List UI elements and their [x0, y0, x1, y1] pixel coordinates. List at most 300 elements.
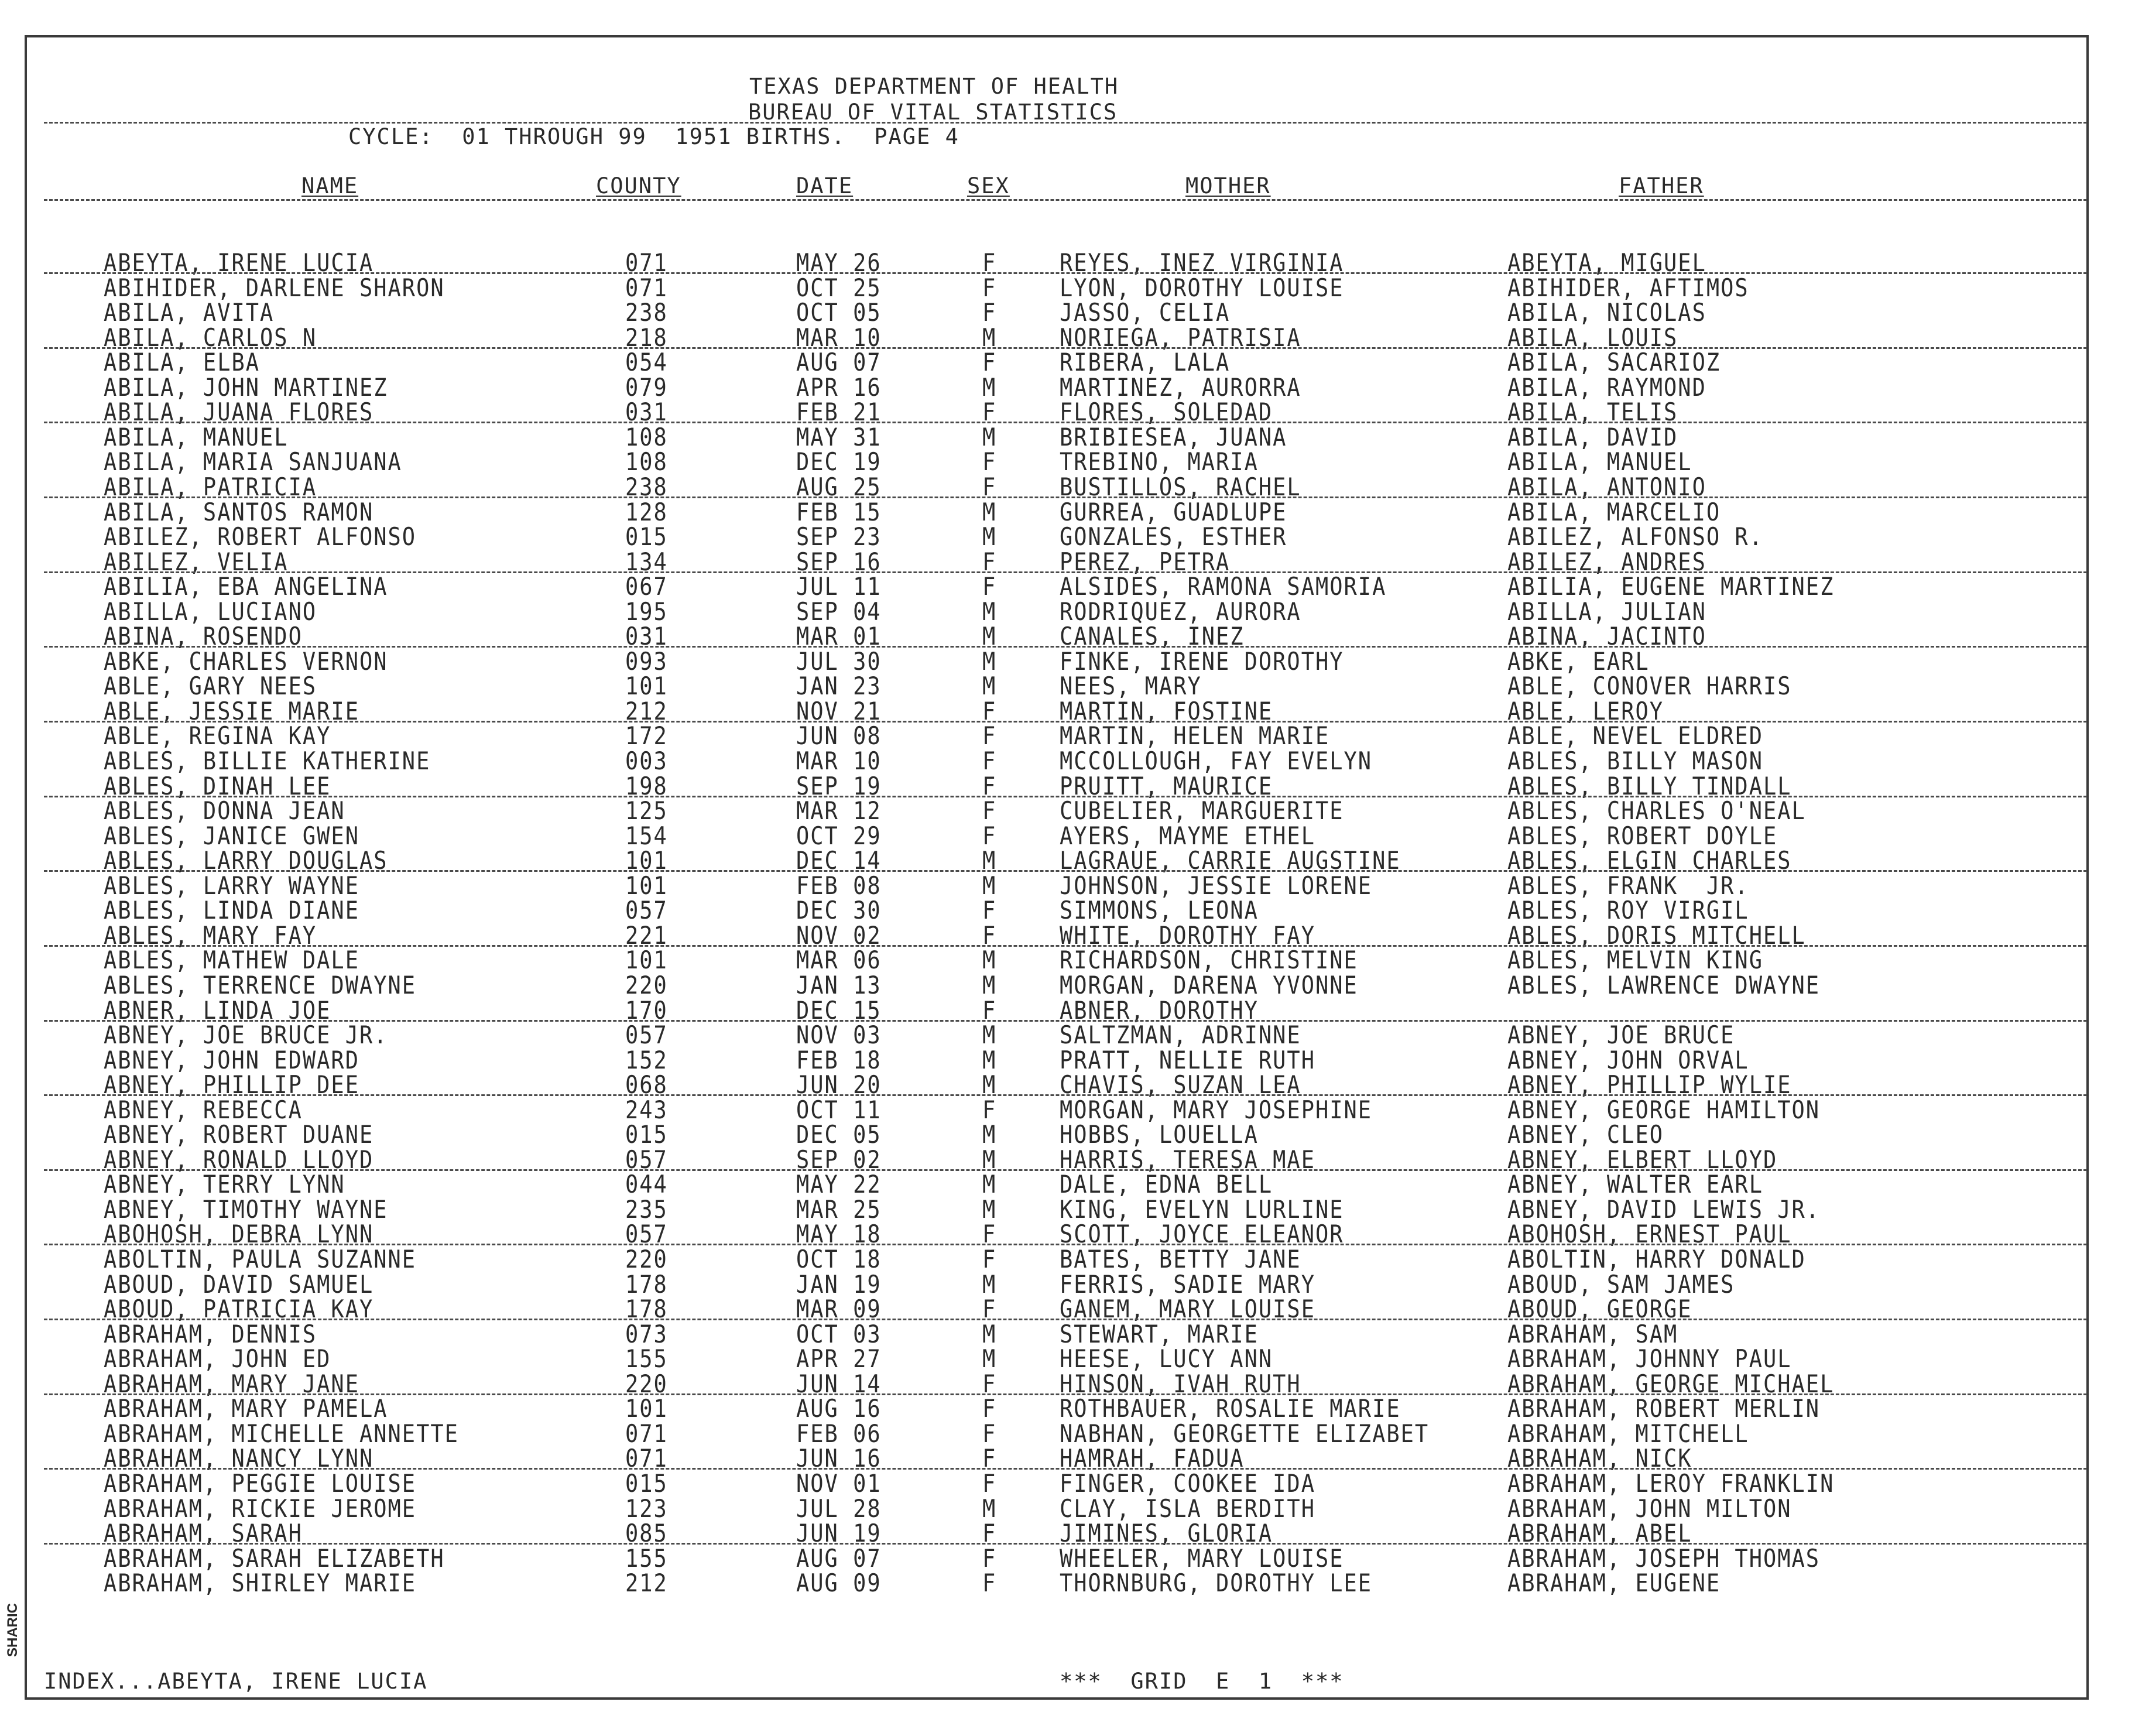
cell-date: SEP 16: [796, 547, 882, 576]
cell-mother: LAGRAUE, CARRIE AUGSTINE: [1060, 846, 1401, 875]
cell-father: ABLES, DORIS MITCHELL: [1507, 921, 1806, 950]
cell-mother: NABHAN, GEORGETTE ELIZABET: [1060, 1419, 1430, 1448]
cell-name: ABNEY, JOE BRUCE JR.: [104, 1021, 388, 1049]
cell-sex: F: [982, 747, 997, 775]
cell-sex: F: [982, 1295, 997, 1324]
cell-mother: NEES, MARY: [1060, 672, 1202, 701]
cell-date: JUN 14: [796, 1369, 882, 1398]
cell-date: MAR 25: [796, 1195, 882, 1224]
cell-name: ABILA, SANTOS RAMON: [104, 498, 374, 526]
cell-father: ABKE, EARL: [1507, 647, 1650, 676]
cell-father: ABILA, SACARIOZ: [1507, 348, 1721, 377]
cell-name: ABRAHAM, SARAH: [104, 1519, 303, 1547]
cell-county: 155: [625, 1344, 668, 1374]
cell-mother: GANEM, MARY LOUISE: [1060, 1295, 1315, 1324]
cell-name: ABILA, ELBA: [104, 348, 261, 377]
cell-county: 212: [625, 697, 668, 725]
cell-date: MAR 10: [796, 323, 882, 352]
cell-mother: SALTZMAN, ADRINNE: [1060, 1021, 1301, 1049]
cell-sex: M: [982, 846, 997, 875]
cell-county: 178: [625, 1295, 668, 1324]
cell-mother: FINGER, COOKEE IDA: [1060, 1469, 1315, 1498]
cell-date: DEC 14: [796, 846, 882, 875]
cell-father: ABILA, RAYMOND: [1507, 373, 1706, 402]
cell-date: JUL 11: [796, 572, 882, 601]
cell-sex: F: [982, 248, 997, 277]
cell-county: 220: [625, 971, 668, 999]
cell-name: ABNEY, RONALD LLOYD: [104, 1145, 374, 1174]
cell-name: ABILA, AVITA: [104, 298, 275, 327]
cell-sex: M: [982, 1145, 997, 1174]
cell-father: ABNEY, ELBERT LLOYD: [1507, 1145, 1778, 1174]
cell-father: ABILA, LOUIS: [1507, 323, 1678, 352]
cell-date: FEB 21: [796, 398, 882, 427]
cell-sex: M: [982, 373, 997, 402]
cell-county: 071: [625, 248, 668, 277]
cell-date: JAN 23: [796, 672, 882, 701]
column-header-sex: SEX: [967, 173, 1010, 198]
cell-father: ABILA, DAVID: [1507, 423, 1678, 451]
cell-sex: F: [982, 1569, 997, 1598]
cell-father: ABILA, TELIS: [1507, 398, 1678, 427]
cell-mother: RODRIQUEZ, AURORA: [1060, 597, 1301, 626]
cell-mother: CLAY, ISLA BERDITH: [1060, 1494, 1315, 1523]
cell-name: ABLE, JESSIE MARIE: [104, 697, 359, 725]
cell-date: OCT 29: [796, 821, 882, 850]
cell-name: ABOHOSH, DEBRA LYNN: [104, 1220, 374, 1249]
cell-name: ABNEY, PHILLIP DEE: [104, 1070, 359, 1100]
cell-county: 238: [625, 472, 668, 501]
cell-sex: F: [982, 298, 997, 327]
cell-sex: M: [982, 672, 997, 701]
cell-father: ABLES, ROY VIRGIL: [1507, 896, 1749, 925]
cell-mother: MORGAN, DARENA YVONNE: [1060, 971, 1358, 999]
report-title: TEXAS DEPARTMENT OF HEALTH: [749, 74, 1119, 99]
cell-name: ABILA, JUANA FLORES: [104, 398, 374, 427]
cell-county: 101: [625, 1395, 668, 1423]
cell-sex: M: [982, 522, 997, 551]
cell-date: DEC 15: [796, 996, 882, 1025]
cell-sex: F: [982, 772, 997, 800]
cell-county: 218: [625, 323, 668, 352]
cell-sex: M: [982, 1494, 997, 1523]
cell-mother: SCOTT, JOYCE ELEANOR: [1060, 1220, 1344, 1249]
cell-date: JUN 08: [796, 722, 882, 751]
cell-county: 212: [625, 1569, 668, 1598]
cell-county: 101: [625, 946, 668, 975]
cell-county: 243: [625, 1095, 668, 1124]
cell-mother: PRUITT, MAURICE: [1060, 772, 1273, 800]
cell-name: ABOLTIN, PAULA SUZANNE: [104, 1245, 417, 1273]
cell-father: ABEYTA, MIGUEL: [1507, 248, 1706, 277]
cell-father: ABLES, LAWRENCE DWAYNE: [1507, 971, 1821, 999]
cell-father: ABILA, NICOLAS: [1507, 298, 1706, 327]
cell-name: ABLES, LINDA DIANE: [104, 896, 359, 925]
cell-name: ABILA, MARIA SANJUANA: [104, 448, 402, 477]
cell-date: NOV 03: [796, 1021, 882, 1049]
cell-county: 031: [625, 622, 668, 651]
cell-county: 015: [625, 522, 668, 551]
cell-sex: M: [982, 1270, 997, 1299]
cell-father: ABILEZ, ALFONSO R.: [1507, 522, 1763, 551]
cell-mother: HAMRAH, FADUA: [1060, 1444, 1245, 1473]
cell-mother: DALE, EDNA BELL: [1060, 1170, 1273, 1199]
cell-father: ABRAHAM, SAM: [1507, 1320, 1678, 1348]
cell-date: DEC 30: [796, 896, 882, 925]
cell-father: ABLES, MELVIN KING: [1507, 946, 1763, 975]
column-header-name: NAME: [301, 173, 359, 198]
cell-father: ABRAHAM, GEORGE MICHAEL: [1507, 1369, 1835, 1398]
cell-mother: GONZALES, ESTHER: [1060, 522, 1287, 551]
cell-county: 128: [625, 498, 668, 526]
cell-name: ABILA, PATRICIA: [104, 472, 317, 501]
cell-mother: FINKE, IRENE DOROTHY: [1060, 647, 1344, 676]
cell-county: 101: [625, 672, 668, 701]
cell-mother: MARTIN, HELEN MARIE: [1060, 722, 1330, 751]
cell-county: 220: [625, 1369, 668, 1398]
cell-sex: F: [982, 448, 997, 477]
cell-date: APR 16: [796, 373, 882, 402]
cell-name: ABILEZ, VELIA: [104, 547, 289, 576]
cell-date: OCT 25: [796, 273, 882, 302]
cell-name: ABNEY, JOHN EDWARD: [104, 1046, 359, 1074]
cell-sex: F: [982, 1220, 997, 1249]
cell-county: 085: [625, 1519, 668, 1547]
cell-mother: HARRIS, TERESA MAE: [1060, 1145, 1315, 1174]
cell-name: ABOUD, PATRICIA KAY: [104, 1295, 374, 1324]
cell-father: ABILA, ANTONIO: [1507, 472, 1706, 501]
cell-county: 134: [625, 547, 668, 576]
cell-mother: MORGAN, MARY JOSEPHINE: [1060, 1095, 1373, 1124]
cell-county: 031: [625, 398, 668, 427]
cell-county: 178: [625, 1270, 668, 1299]
cell-name: ABIHIDER, DARLENE SHARON: [104, 273, 445, 302]
cell-sex: M: [982, 323, 997, 352]
cell-date: SEP 04: [796, 597, 882, 626]
cell-father: ABINA, JACINTO: [1507, 622, 1706, 651]
cell-sex: M: [982, 1195, 997, 1224]
cell-date: OCT 05: [796, 298, 882, 327]
cell-sex: F: [982, 821, 997, 850]
cell-mother: THORNBURG, DOROTHY LEE: [1060, 1569, 1373, 1598]
cell-father: ABRAHAM, JOSEPH THOMAS: [1507, 1544, 1821, 1573]
cell-date: JUN 16: [796, 1444, 882, 1473]
cell-father: ABILLA, JULIAN: [1507, 597, 1706, 626]
cell-father: ABRAHAM, EUGENE: [1507, 1569, 1721, 1598]
cell-father: ABLE, LEROY: [1507, 697, 1664, 725]
cell-mother: REYES, INEZ VIRGINIA: [1060, 248, 1344, 277]
column-header-father: FATHER: [1619, 173, 1704, 198]
cell-father: ABNEY, JOE BRUCE: [1507, 1021, 1735, 1049]
cell-father: ABLES, ROBERT DOYLE: [1507, 821, 1778, 850]
cell-name: ABILIA, EBA ANGELINA: [104, 572, 388, 601]
cell-date: AUG 07: [796, 1544, 882, 1573]
cell-county: 101: [625, 871, 668, 900]
cell-sex: M: [982, 871, 997, 900]
cell-mother: CUBELIER, MARGUERITE: [1060, 796, 1344, 826]
cell-sex: M: [982, 946, 997, 975]
cell-mother: AYERS, MAYME ETHEL: [1060, 821, 1315, 850]
cell-county: 057: [625, 1145, 668, 1174]
cell-sex: F: [982, 1245, 997, 1273]
cell-father: ABLES, BILLY MASON: [1507, 747, 1763, 775]
cell-name: ABLES, DONNA JEAN: [104, 796, 345, 826]
cell-county: 235: [625, 1195, 668, 1224]
cell-mother: HINSON, IVAH RUTH: [1060, 1369, 1301, 1398]
cell-name: ABLES, BILLIE KATHERINE: [104, 747, 431, 775]
cell-father: ABRAHAM, ROBERT MERLIN: [1507, 1395, 1821, 1423]
column-header-county: COUNTY: [596, 173, 681, 198]
cell-county: 198: [625, 772, 668, 800]
cell-name: ABLES, TERRENCE DWAYNE: [104, 971, 417, 999]
cell-county: 154: [625, 821, 668, 850]
cell-father: ABOUD, SAM JAMES: [1507, 1270, 1735, 1299]
cell-date: MAY 18: [796, 1220, 882, 1249]
cell-father: ABRAHAM, LEROY FRANKLIN: [1507, 1469, 1835, 1498]
cell-mother: JOHNSON, JESSIE LORENE: [1060, 871, 1373, 900]
cell-county: 003: [625, 747, 668, 775]
cell-sex: F: [982, 572, 997, 601]
cell-sex: M: [982, 1121, 997, 1149]
cell-mother: SIMMONS, LEONA: [1060, 896, 1259, 925]
cell-father: ABILA, MARCELIO: [1507, 498, 1721, 526]
cell-sex: F: [982, 1369, 997, 1398]
cell-name: ABOUD, DAVID SAMUEL: [104, 1270, 374, 1299]
cell-sex: M: [982, 1070, 997, 1100]
cell-date: JUN 20: [796, 1070, 882, 1100]
cell-sex: M: [982, 1021, 997, 1049]
index-label: INDEX...ABEYTA, IRENE LUCIA: [44, 1669, 428, 1694]
cell-name: ABLES, LARRY DOUGLAS: [104, 846, 388, 875]
report-subtitle: BUREAU OF VITAL STATISTICS: [748, 100, 1118, 125]
cell-sex: M: [982, 971, 997, 999]
cell-date: MAY 31: [796, 423, 882, 451]
cell-date: MAR 12: [796, 796, 882, 826]
cell-name: ABRAHAM, PEGGIE LOUISE: [104, 1469, 417, 1498]
cell-father: ABILA, MANUEL: [1507, 448, 1692, 477]
cell-date: FEB 15: [796, 498, 882, 526]
cell-name: ABNEY, TERRY LYNN: [104, 1170, 345, 1199]
cell-mother: FERRIS, SADIE MARY: [1060, 1270, 1315, 1299]
cell-date: JUN 19: [796, 1519, 882, 1547]
cell-sex: F: [982, 896, 997, 925]
cell-sex: F: [982, 996, 997, 1025]
cell-mother: CHAVIS, SUZAN LEA: [1060, 1070, 1301, 1100]
cell-date: MAY 26: [796, 248, 882, 277]
cell-name: ABILA, JOHN MARTINEZ: [104, 373, 388, 402]
cell-name: ABNEY, TIMOTHY WAYNE: [104, 1195, 388, 1224]
cell-father: ABRAHAM, NICK: [1507, 1444, 1692, 1473]
cell-sex: M: [982, 647, 997, 676]
cell-county: 152: [625, 1046, 668, 1074]
cell-county: 125: [625, 796, 668, 826]
cell-father: ABILEZ, ANDRES: [1507, 547, 1706, 576]
cell-county: 220: [625, 1245, 668, 1273]
cell-county: 057: [625, 896, 668, 925]
cell-date: OCT 11: [796, 1095, 882, 1124]
cell-date: DEC 05: [796, 1121, 882, 1149]
cell-name: ABLES, MATHEW DALE: [104, 946, 359, 975]
cycle-line: CYCLE: 01 THROUGH 99 1951 BIRTHS. PAGE 4: [348, 124, 959, 149]
cell-mother: KING, EVELYN LURLINE: [1060, 1195, 1344, 1224]
cell-county: 015: [625, 1121, 668, 1149]
cell-name: ABLE, REGINA KAY: [104, 722, 331, 751]
cell-sex: F: [982, 398, 997, 427]
cell-county: 221: [625, 921, 668, 950]
cell-county: 067: [625, 572, 668, 601]
cell-county: 068: [625, 1070, 668, 1100]
cell-name: ABRAHAM, MARY PAMELA: [104, 1395, 388, 1423]
cell-mother: PRATT, NELLIE RUTH: [1060, 1046, 1315, 1074]
cell-date: SEP 19: [796, 772, 882, 800]
cell-date: APR 27: [796, 1344, 882, 1374]
cell-sex: F: [982, 722, 997, 751]
cell-sex: F: [982, 1444, 997, 1473]
cell-father: ABNEY, CLEO: [1507, 1121, 1664, 1149]
cell-mother: ROTHBAUER, ROSALIE MARIE: [1060, 1395, 1401, 1423]
cell-father: ABLES, BILLY TINDALL: [1507, 772, 1792, 800]
cell-date: FEB 08: [796, 871, 882, 900]
cell-date: AUG 16: [796, 1395, 882, 1423]
cell-mother: GURREA, GUADLUPE: [1060, 498, 1287, 526]
cell-date: NOV 21: [796, 697, 882, 725]
cell-name: ABILA, CARLOS N: [104, 323, 317, 352]
cell-sex: M: [982, 1344, 997, 1374]
cell-sex: M: [982, 597, 997, 626]
cell-sex: M: [982, 1046, 997, 1074]
cell-county: 123: [625, 1494, 668, 1523]
cell-mother: WHEELER, MARY LOUISE: [1060, 1544, 1344, 1573]
cell-name: ABLES, MARY FAY: [104, 921, 317, 950]
cell-county: 071: [625, 1444, 668, 1473]
cell-county: 195: [625, 597, 668, 626]
cell-mother: BUSTILLOS, RACHEL: [1060, 472, 1301, 501]
cell-mother: ALSIDES, RAMONA SAMORIA: [1060, 572, 1387, 601]
cell-date: NOV 02: [796, 921, 882, 950]
cell-name: ABLES, DINAH LEE: [104, 772, 331, 800]
cell-mother: JIMINES, GLORIA: [1060, 1519, 1273, 1547]
cell-county: 170: [625, 996, 668, 1025]
cell-date: AUG 07: [796, 348, 882, 377]
cell-name: ABNEY, ROBERT DUANE: [104, 1121, 374, 1149]
cell-sex: F: [982, 1395, 997, 1423]
cell-sex: M: [982, 498, 997, 526]
cell-sex: F: [982, 472, 997, 501]
cell-date: MAR 10: [796, 747, 882, 775]
cell-county: 057: [625, 1220, 668, 1249]
cell-name: ABINA, ROSENDO: [104, 622, 303, 651]
cell-mother: MARTINEZ, AURORRA: [1060, 373, 1301, 402]
cell-date: JAN 13: [796, 971, 882, 999]
cell-date: AUG 09: [796, 1569, 882, 1598]
cell-mother: BRIBIESEA, JUANA: [1060, 423, 1287, 451]
cell-name: ABRAHAM, JOHN ED: [104, 1344, 331, 1374]
cell-name: ABRAHAM, SHIRLEY MARIE: [104, 1569, 417, 1598]
cell-father: ABOHOSH, ERNEST PAUL: [1507, 1220, 1792, 1249]
cell-sex: F: [982, 1419, 997, 1448]
cell-sex: F: [982, 348, 997, 377]
cell-mother: MCCOLLOUGH, FAY EVELYN: [1060, 747, 1373, 775]
cell-name: ABLES, LARRY WAYNE: [104, 871, 359, 900]
cell-sex: F: [982, 1469, 997, 1498]
cell-mother: HEESE, LUCY ANN: [1060, 1344, 1273, 1374]
cell-name: ABKE, CHARLES VERNON: [104, 647, 388, 676]
cell-sex: F: [982, 273, 997, 302]
cell-county: 057: [625, 1021, 668, 1049]
cell-mother: ABNER, DOROTHY: [1060, 996, 1259, 1025]
cell-name: ABLE, GARY NEES: [104, 672, 317, 701]
cell-county: 238: [625, 298, 668, 327]
cell-mother: JASSO, CELIA: [1060, 298, 1231, 327]
cell-name: ABILA, MANUEL: [104, 423, 289, 451]
cell-father: ABNEY, PHILLIP WYLIE: [1507, 1070, 1792, 1100]
cell-sex: F: [982, 697, 997, 725]
cell-date: DEC 19: [796, 448, 882, 477]
cell-father: ABNEY, GEORGE HAMILTON: [1507, 1095, 1821, 1124]
cell-date: AUG 25: [796, 472, 882, 501]
cell-father: ABILIA, EUGENE MARTINEZ: [1507, 572, 1835, 601]
cell-name: ABILLA, LUCIANO: [104, 597, 317, 626]
cell-mother: PEREZ, PETRA: [1060, 547, 1231, 576]
cell-mother: NORIEGA, PATRISIA: [1060, 323, 1301, 352]
cell-county: 155: [625, 1544, 668, 1573]
cell-date: MAY 22: [796, 1170, 882, 1199]
cell-mother: STEWART, MARIE: [1060, 1320, 1259, 1348]
cell-name: ABNEY, REBECCA: [104, 1095, 303, 1124]
cell-county: 071: [625, 1419, 668, 1448]
cell-name: ABRAHAM, MARY JANE: [104, 1369, 359, 1398]
cell-date: MAR 09: [796, 1295, 882, 1324]
cell-mother: RIBERA, LALA: [1060, 348, 1231, 377]
cell-name: ABRAHAM, MICHELLE ANNETTE: [104, 1419, 459, 1448]
cell-sex: F: [982, 796, 997, 826]
cell-name: ABEYTA, IRENE LUCIA: [104, 248, 374, 277]
cell-county: 172: [625, 722, 668, 751]
cell-mother: HOBBS, LOUELLA: [1060, 1121, 1259, 1149]
cell-mother: WHITE, DOROTHY FAY: [1060, 921, 1315, 950]
cell-father: ABOLTIN, HARRY DONALD: [1507, 1245, 1806, 1273]
cell-date: NOV 01: [796, 1469, 882, 1498]
cell-date: SEP 23: [796, 522, 882, 551]
cell-sex: F: [982, 547, 997, 576]
grid-label: *** GRID E 1 ***: [1060, 1669, 1344, 1694]
cell-name: ABRAHAM, RICKIE JEROME: [104, 1494, 417, 1523]
cell-father: ABLES, CHARLES O'NEAL: [1507, 796, 1806, 826]
cell-county: 093: [625, 647, 668, 676]
cell-county: 101: [625, 846, 668, 875]
cell-date: MAR 06: [796, 946, 882, 975]
cell-county: 073: [625, 1320, 668, 1348]
cell-county: 108: [625, 423, 668, 451]
cell-sex: F: [982, 1544, 997, 1573]
cell-date: JAN 19: [796, 1270, 882, 1299]
cell-date: SEP 02: [796, 1145, 882, 1174]
cell-mother: MARTIN, FOSTINE: [1060, 697, 1273, 725]
column-header-divider: [44, 199, 2087, 201]
cell-father: ABNEY, WALTER EARL: [1507, 1170, 1763, 1199]
cell-date: OCT 03: [796, 1320, 882, 1348]
cell-mother: TREBINO, MARIA: [1060, 448, 1259, 477]
cell-sex: M: [982, 423, 997, 451]
cell-county: 071: [625, 273, 668, 302]
cell-date: OCT 18: [796, 1245, 882, 1273]
header-divider: [44, 122, 2087, 124]
cell-father: ABIHIDER, AFTIMOS: [1507, 273, 1749, 302]
column-header-mother: MOTHER: [1185, 173, 1271, 198]
cell-name: ABRAHAM, DENNIS: [104, 1320, 317, 1348]
cell-mother: BATES, BETTY JANE: [1060, 1245, 1301, 1273]
cell-county: 044: [625, 1170, 668, 1199]
